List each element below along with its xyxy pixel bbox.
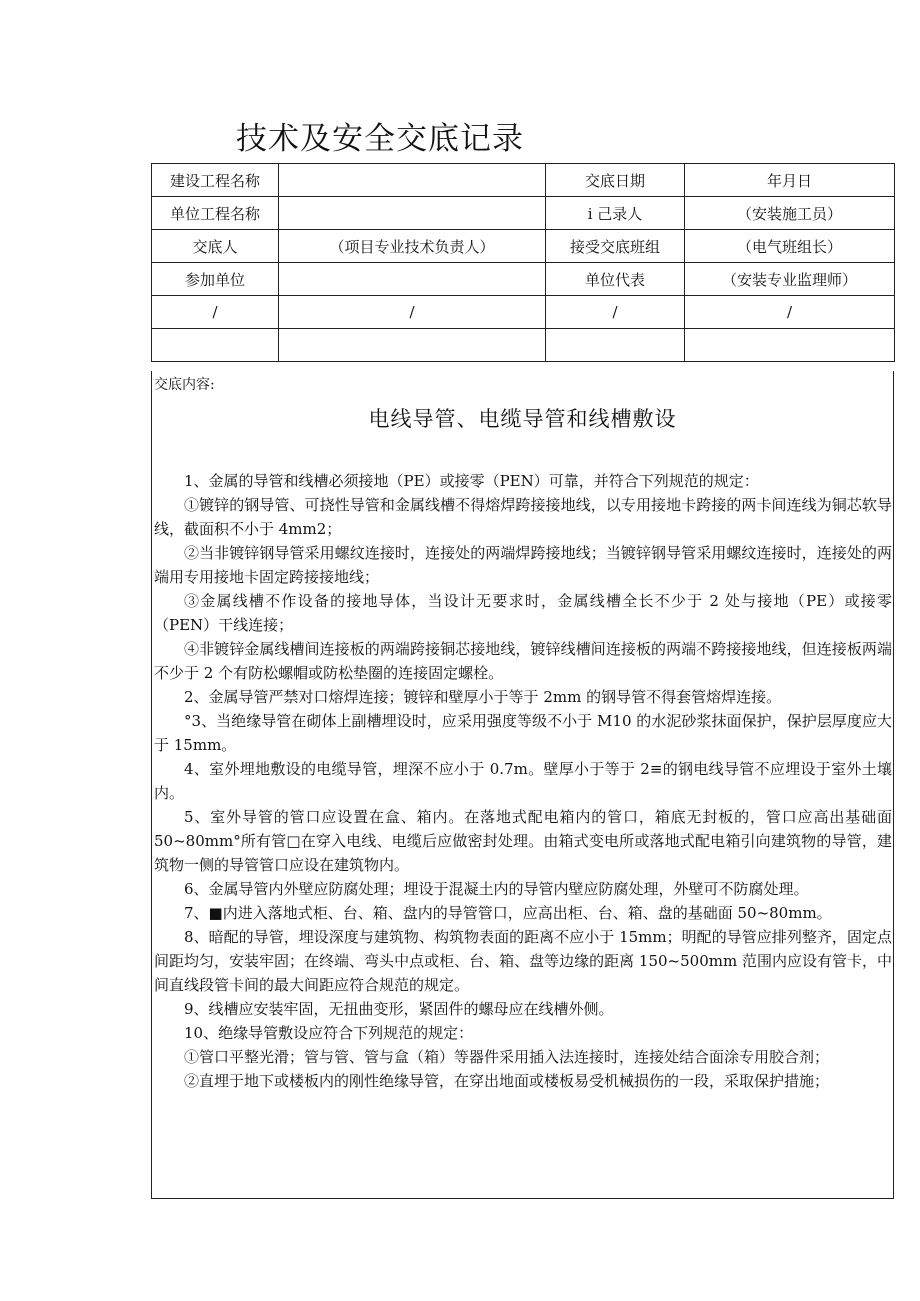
header-row [152, 263, 895, 296]
header-cell: （项目专业技术负责人） [279, 230, 546, 263]
header-row [152, 296, 895, 329]
header-row [152, 197, 895, 230]
paragraph: 6、金属导管内外壁应防腐处理；埋设于混凝土内的导管内壁应防腐处理，外壁可不防腐处理。 [184, 880, 809, 898]
header-cell: 交底日期 [546, 164, 685, 197]
paragraph: ④非镀锌金属线槽间连接板的两端跨接铜芯接地线，镀锌线槽间连接板的两端不跨接接地线，但连接板两端不少于 2 个有防松螺帽或防松垫圈的连接固定螺栓。 [154, 640, 892, 682]
content-title: 电线导管、电缆导管和线槽敷设 [368, 407, 677, 431]
header-cell: （电气班组长） [685, 230, 895, 263]
header-cell [279, 164, 546, 197]
paragraph: ②当非镀锌钢导管采用螺纹连接时，连接处的两端焊跨接地线；当镀锌钢导管采用螺纹连接时，连接处的两端用专用接地卡固定跨接接地线； [154, 544, 892, 586]
paragraph: ①镀锌的钢导管、可挠性导管和金属线槽不得熔焊跨接接地线，以专用接地卡跨接的两卡间连线为铜芯软导线，截面积不小于 4mm2； [154, 496, 892, 538]
paragraph: 4、室外埋地敷设的电缆导管，埋深不应小于 0.7m。壁厚小于等于 2≡的钢电线导管不应埋设于室外土壤内。 [154, 760, 892, 802]
header-cell: / [546, 296, 685, 329]
header-cell: 接受交底班组 [546, 230, 685, 263]
header-cell [279, 329, 546, 362]
header-row [152, 230, 895, 263]
header-cell [152, 329, 279, 362]
header-cell: 单位代表 [546, 263, 685, 296]
header-cell [546, 329, 685, 362]
paragraph: 9、线槽应安装牢固，无扭曲变形，紧固件的螺母应在线槽外侧。 [184, 1000, 614, 1018]
header-row [152, 164, 895, 197]
header-cell: 单位工程名称 [152, 197, 279, 230]
header-cell: / [279, 296, 546, 329]
header-cell [279, 197, 546, 230]
content-label: 交底内容: [154, 377, 215, 393]
header-cell: 参加单位 [152, 263, 279, 296]
header-cell: / [152, 296, 279, 329]
paragraph: °3、当绝缘导管在砌体上副槽埋设时，应采用强度等级不小于 M10 的水泥砂浆抹面保护，保护层厚度应大于 15mm。 [154, 712, 892, 754]
header-cell: 交底人 [152, 230, 279, 263]
content-body [154, 469, 892, 1093]
header-cell [685, 329, 895, 362]
paragraph: 1、金属的导管和线槽必须接地（PE）或接零（PEN）可靠，并符合下列规范的规定： [184, 472, 759, 490]
header-cell: 年月日 [685, 164, 895, 197]
header-cell: （安装施工员） [685, 197, 895, 230]
header-cell: i 己录人 [546, 197, 685, 230]
paragraph: ③金属线槽不作设备的接地导体，当设计无要求时，金属线槽全长不少于 2 处与接地（PE）或接零（PEN）干线连接； [154, 592, 892, 634]
content-section [151, 371, 894, 1199]
paragraph: 7、■内进入落地式柜、台、箱、盘内的导管管口，应高出柜、台、箱、盘的基础面 50~80mm。 [184, 904, 832, 922]
header-table [151, 163, 895, 362]
paragraph: 10、绝缘导管敷设应符合下列规范的规定： [184, 1024, 474, 1042]
paragraph: 2、金属导管严禁对口熔焊连接；镀锌和壁厚小于等于 2mm 的钢导管不得套管熔焊连接。 [184, 688, 782, 706]
paragraph: ②直埋于地下或楼板内的刚性绝缘导管，在穿出地面或楼板易受机械损伤的一段，采取保护措施； [184, 1072, 830, 1090]
header-cell: / [685, 296, 895, 329]
document-title: 技术及安全交底记录 [236, 121, 524, 157]
paragraph: ①管口平整光滑；管与管、管与盒（箱）等器件采用插入法连接时，连接处结合面涂专用胶合剂； [184, 1048, 830, 1066]
header-cell: 建设工程名称 [152, 164, 279, 197]
paragraph: 8、暗配的导管，埋设深度与建筑物、构筑物表面的距离不应小于 15mm；明配的导管应排列整齐，固定点间距均匀，安装牢固；在终端、弯头中点或柜、台、箱、盘等边缘的距离 150~500mm 范围内应设有管卡，中间直线段管卡间的最大间距应符合规范的规定。 [154, 928, 892, 994]
paragraph: 5、室外导管的管口应设置在盒、箱内。在落地式配电箱内的管口，箱底无封板的，管口应高出基础面 50~80mm°所有管□在穿入电线、电缆后应做密封处理。由箱式变电所或落地式配电箱引向建筑物的导管，建筑物一侧的导管管口应设在建筑物内。 [154, 808, 892, 874]
header-cell [279, 263, 546, 296]
header-row [152, 329, 895, 362]
header-cell: （安装专业监理师） [685, 263, 895, 296]
